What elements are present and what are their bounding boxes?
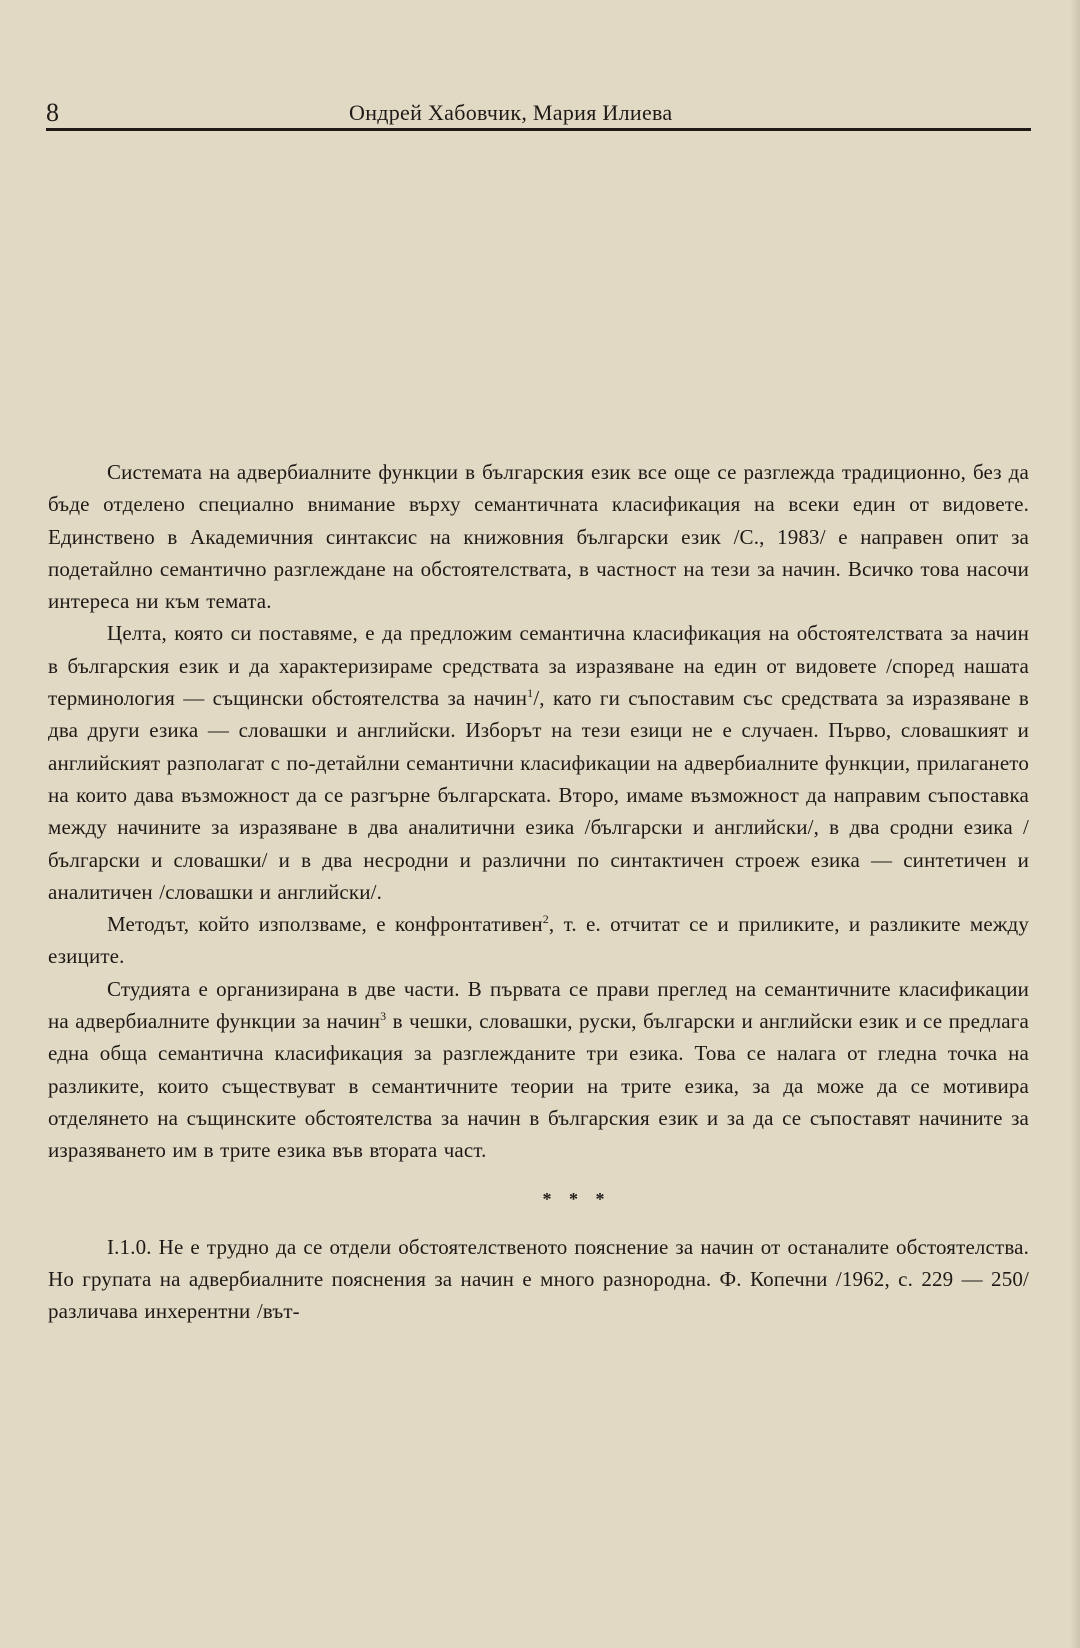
footnote-ref-3: 3 — [380, 1009, 387, 1024]
footnote-ref-2: 2 — [542, 912, 549, 927]
header-rule — [46, 128, 1031, 131]
paragraph-4-part-a: Студията е организирана в две части. В първата се прави преглед на семантичните класификации на адвербиалните функции за начин — [48, 976, 1029, 1034]
paragraph-1: Системата на адвербиалните функции в българския език все още се разглежда традиционно, без да бъде отделено специално внимание върху семантичната класификация на всеки един от видовете. Единствено в Академичния синтаксис на книжовния български език /С., 1983/ е направен опит за подетайлно семантично разглеждане на обстоятелствата, в частност на тези за начин. Всичко това насочи интереса ни към темата. — [48, 460, 1029, 614]
body-text — [48, 456, 1029, 1327]
paragraph-2-part-b: /, като ги съпоставим със средствата за изразяване в два други езика — словашки и английски. Изборът на тези езици не е случаен. Първо, словашкият и английският разполагат с по-детайлни семантични класификации на адвербиалните функции, прилагането на които дава възможност да се разгърне българската. Второ, имаме възможност да направим съпоставка между начините за изразяване в два аналитични езика /български и английски/, в два сродни езика /български и словашки/ и в два несродни и различни по синтактичен строеж езика — синтетичен и аналитичен /словашки и английски/. — [48, 686, 1029, 904]
paragraph-3 — [48, 908, 1029, 973]
paragraph-3-part-b: , т. е. отчитат се и приликите, и разликите между езиците. — [48, 912, 1029, 969]
running-head: Ондрей Хабовчик, Мария Илиева — [349, 100, 673, 125]
page-number: 8 — [46, 98, 60, 127]
footnote-ref-1: 1 — [527, 686, 534, 701]
paragraph-4 — [48, 973, 1029, 1167]
page-header — [46, 92, 1031, 132]
paragraph-2 — [48, 617, 1029, 908]
paragraph-3-part-a: Методът, който използваме, е конфронтативен — [107, 912, 543, 937]
paragraph-5: I.1.0. Не е трудно да се отдели обстоятелственото пояснение за начин от останалите обстоятелства. Но групата на адвербиалните пояснения за начин е много разнородна. Ф. Копечни /1962, с. 229 — 250/ различава инхерентни /вът- — [48, 1234, 1029, 1324]
page-edge — [1070, 0, 1080, 1648]
paragraph-4-part-b: в чешки, словашки, руски, български и английски език и се предлага една обща семантична класификация за разглежданите три езика. Това се налага от гледна точка на разликите, които съществуват в семантичните теории на трите езика, за да може да се мотивира отделянето на същинските обстоятелства за начин в българския език и за да се съпоставят начините за изразяването им в трите езика във втората част. — [48, 1009, 1030, 1163]
paragraph-2-part-a: Целта, която си поставяме, е да предложим семантична класификация на обстоятелствата за начин в българския език и да характеризираме средствата за изразяване на един от видовете /според нашата терминология — същински обстоятелства за начин — [48, 621, 1029, 711]
section-separator: * * * — [542, 1188, 611, 1209]
